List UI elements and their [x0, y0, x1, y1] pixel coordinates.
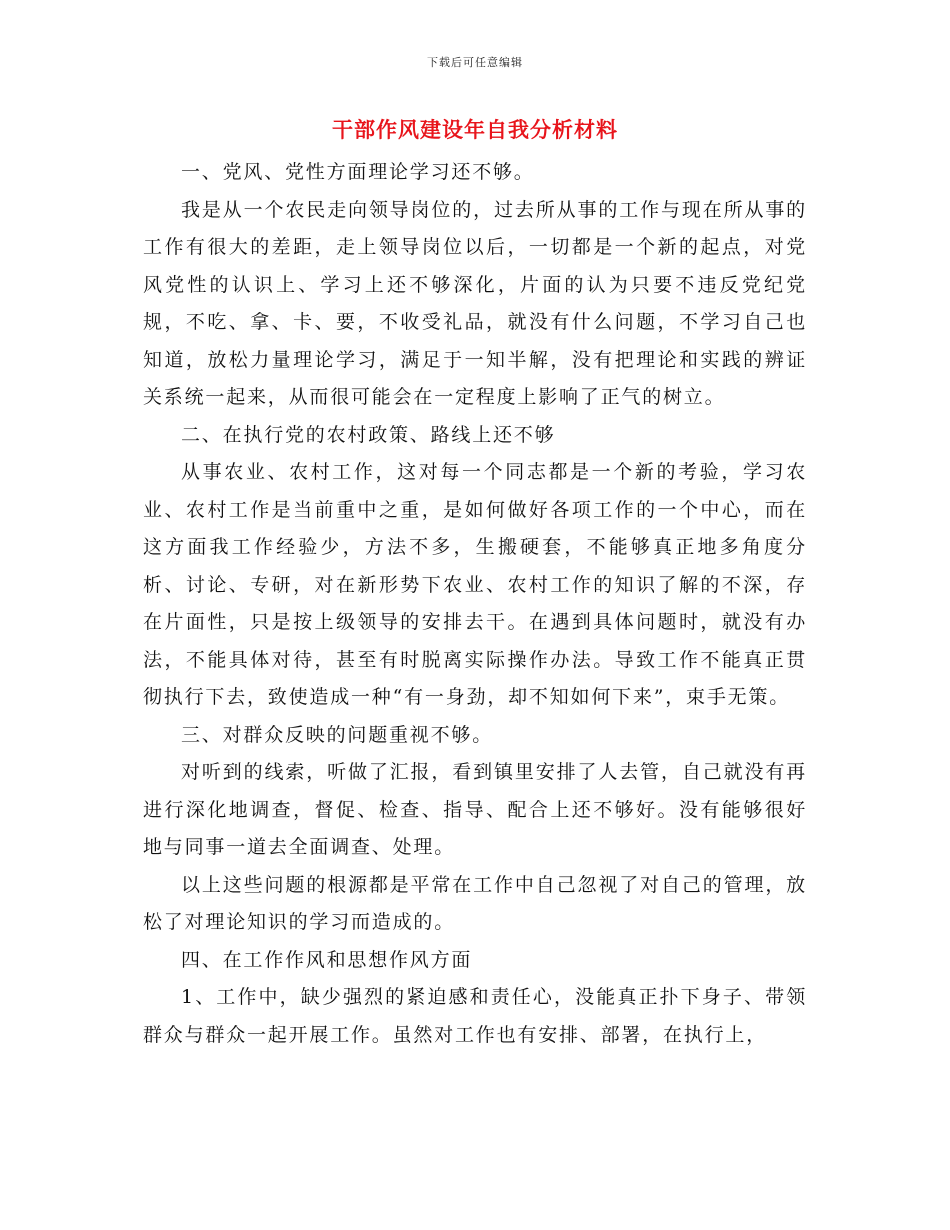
body-paragraph: 从事农业、农村工作，这对每一个同志都是一个新的考验，学习农业、农村工作是当前重中之重，是如何做好各项工作的一个中心，而在这方面我工作经验少，方法不多，生搬硬套，不能够真正地多角度分析、讨论、专研，对在新形势下农业、农村工作的知识了解的不深，存在片面性，只是按上级领导的安排去干。在遇到具体问题时，就没有办法，不能具体对待，甚至有时脱离实际操作办法。导致工作不能真正贯彻执行下去，致使造成一种“有一身劲，却不知如何下来”，束手无策。 [143, 461, 807, 708]
body-paragraph: 1、工作中，缺少强烈的紧迫感和责任心，没能真正扑下身子、带领群众与群众一起开展工作。虽然对工作也有安排、部署，在执行上， [143, 986, 807, 1046]
document-title: 干部作风建设年自我分析材料 [332, 118, 618, 142]
section-heading-2: 二、在执行党的农村政策、路线上还不够 [181, 423, 556, 446]
section-heading-4: 四、在工作作风和思想作风方面 [181, 948, 473, 971]
page-header-note: 下载后可任意编辑 [427, 56, 523, 69]
document-body [143, 154, 807, 1054]
body-paragraph: 以上这些问题的根源都是平常在工作中自己忽视了对自己的管理，放松了对理论知识的学习而造成的。 [143, 873, 807, 933]
body-paragraph: 我是从一个农民走向领导岗位的，过去所从事的工作与现在所从事的工作有很大的差距，走上领导岗位以后，一切都是一个新的起点，对党风党性的认识上、学习上还不够深化，片面的认为只要不违反党纪党规，不吃、拿、卡、要，不收受礼品，就没有什么问题，不学习自己也知道，放松力量理论学习，满足于一知半解，没有把理论和实践的辨证关系统一起来，从而很可能会在一定程度上影响了正气的树立。 [143, 198, 807, 408]
body-paragraph: 对听到的线索，听做了汇报，看到镇里安排了人去管，自己就没有再进行深化地调查，督促、检查、指导、配合上还不够好。没有能够很好地与同事一道去全面调查、处理。 [143, 761, 807, 858]
section-heading-3: 三、对群众反映的问题重视不够。 [181, 723, 494, 746]
section-heading-1: 一、党风、党性方面理论学习还不够。 [181, 161, 535, 183]
